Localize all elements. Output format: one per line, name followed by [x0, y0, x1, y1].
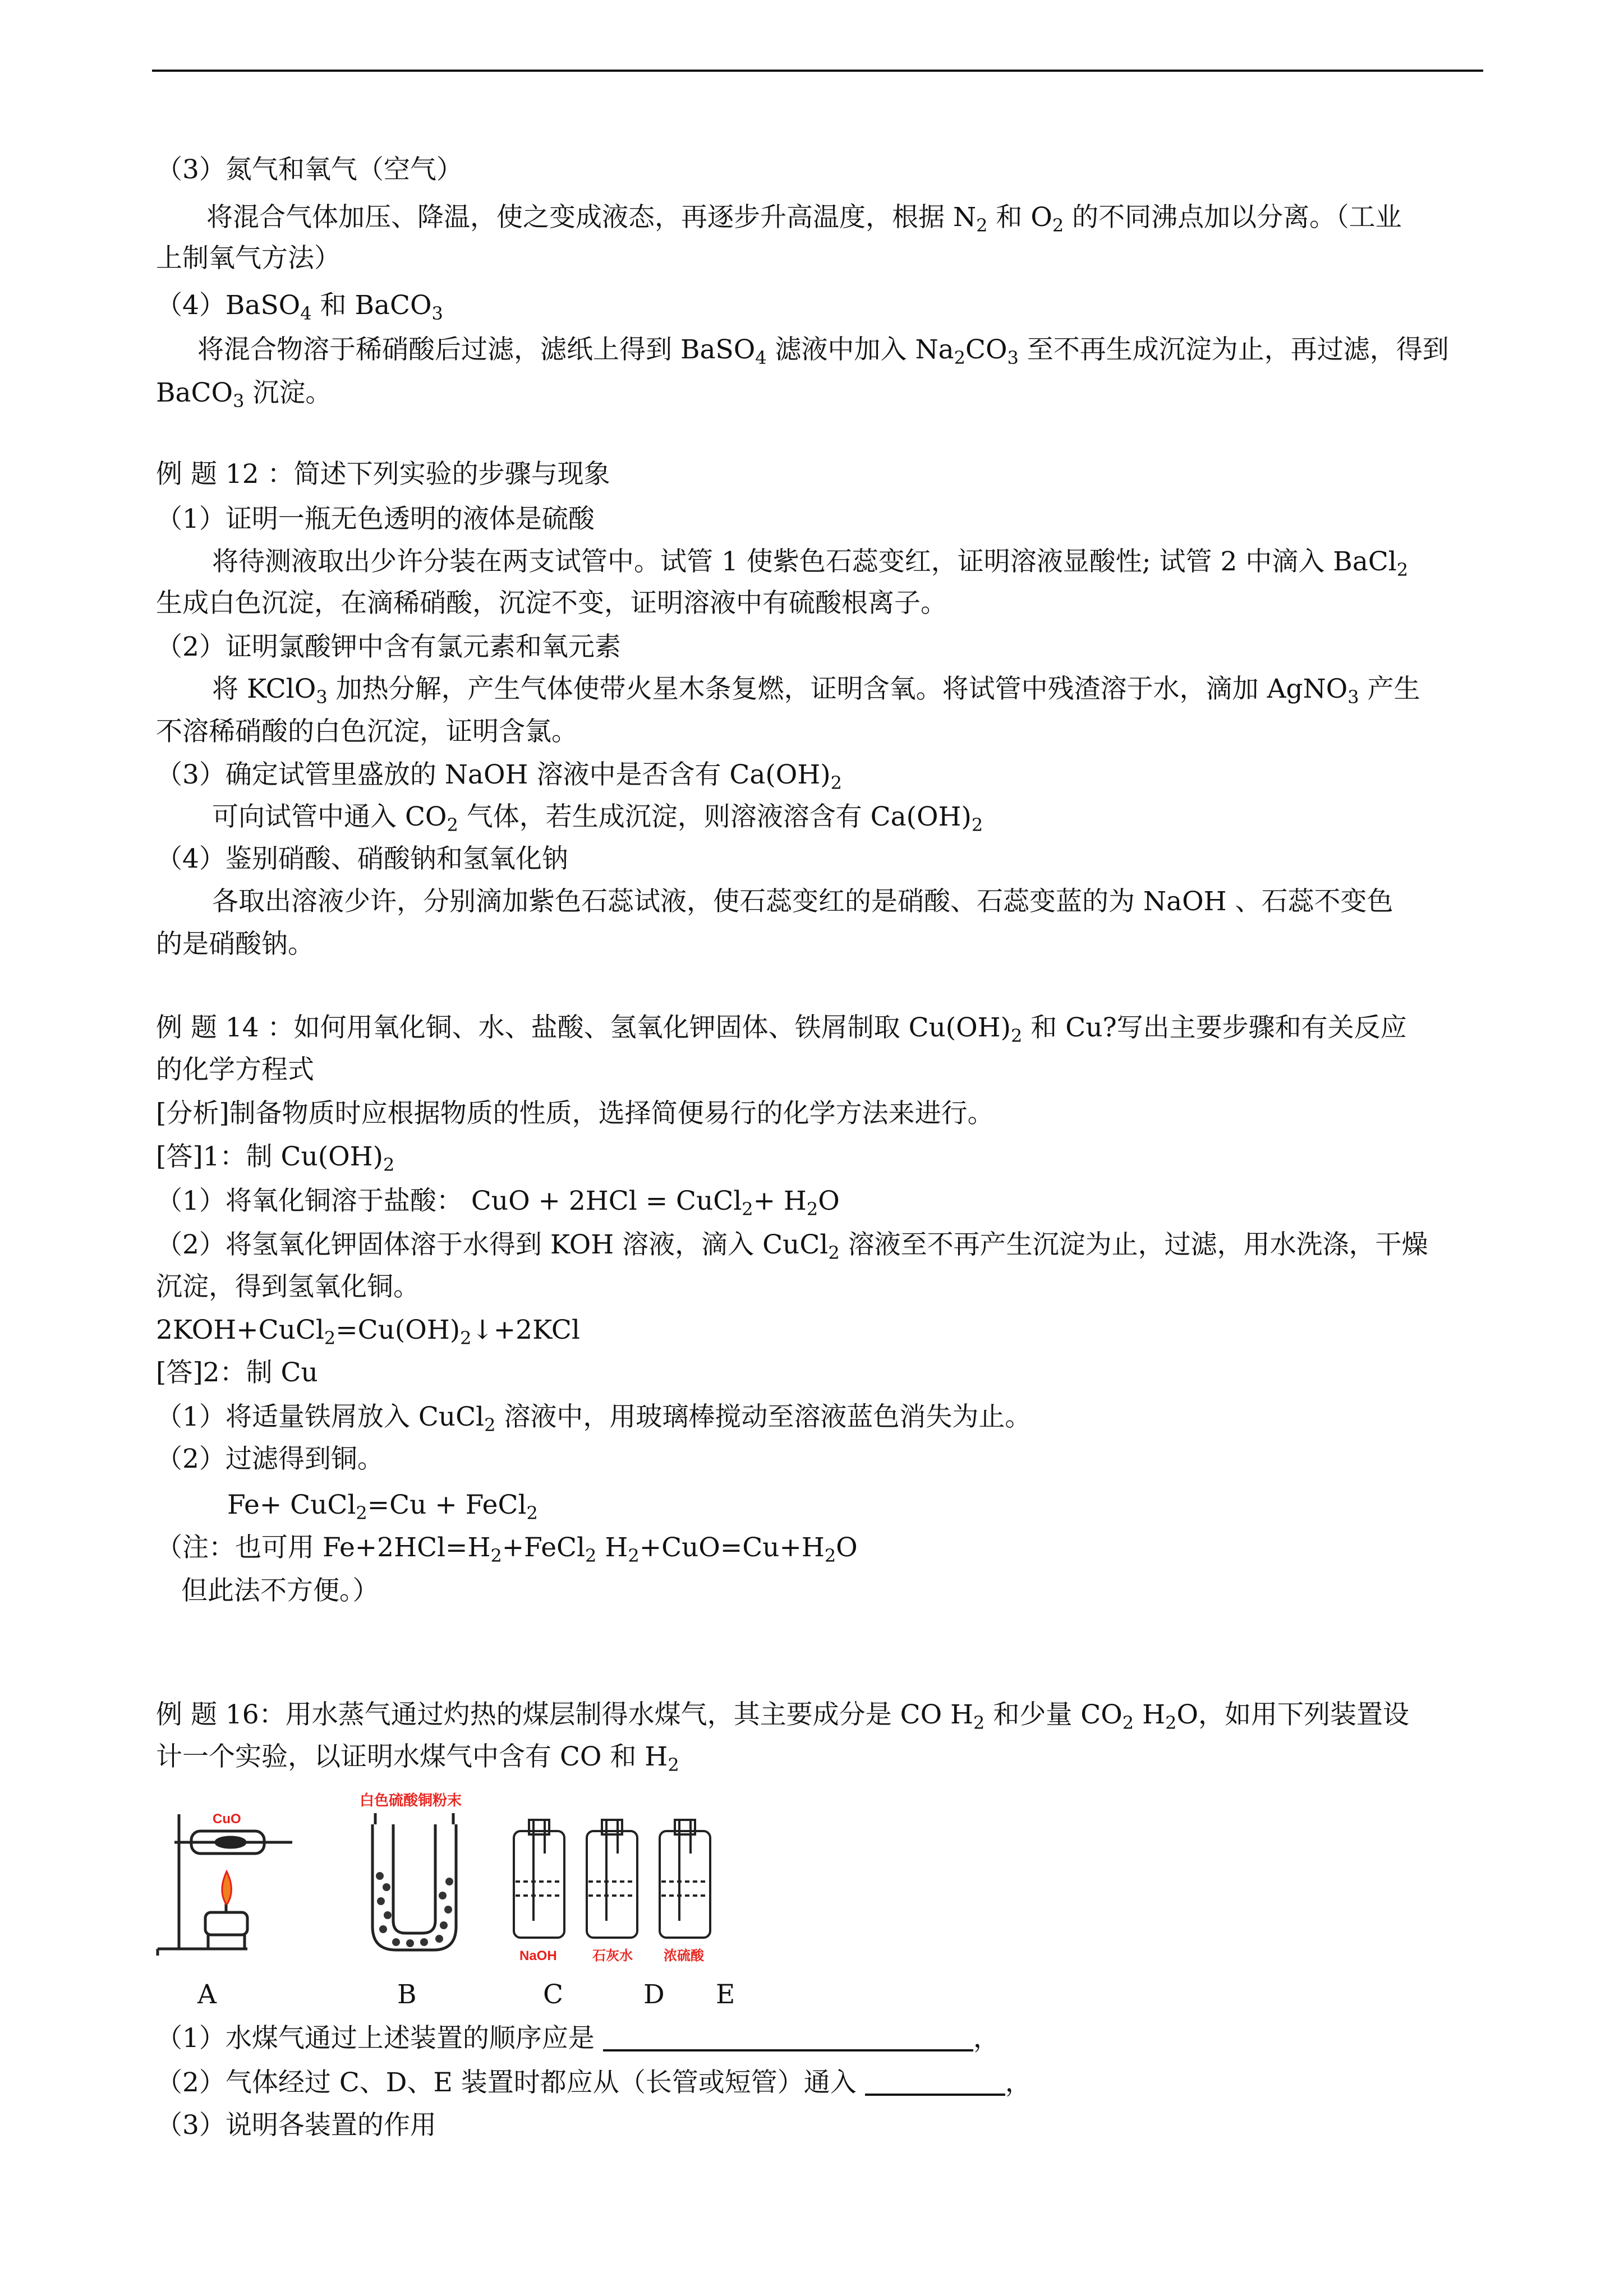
answer-blank-order[interactable]: [603, 2023, 973, 2051]
item-3-text: 将混合气体加压、降温，使之变成液态，再逐步升高温度，根据 $N_2$ 和 $O_2$ 的不同沸点加以分离。（工业: [206, 202, 1402, 236]
apparatus-b-granules: [376, 1872, 453, 1947]
ex12-a3: 可向试管中通入 $CO_2$ 气体，若生成沉淀，则溶液溶含有 $Ca(OH)_2$: [212, 801, 983, 836]
example-12-title: 例 题 12 ：简述下列实验的步骤与现象: [156, 459, 610, 490]
ex12-a4: 各取出溶液少许，分别滴加紫色石蕊试液，使石蕊变红的是硝酸、石蕊变蓝的为 NaOH 、石蕊不变色: [212, 886, 1393, 917]
example-16-title: 例 题 16：用水蒸气通过灼热的煤层制得水煤气，其主要成分是 CO $H_2$ 和少量 $CO_2$ $H_2O$，如用下列装置设: [156, 1699, 1409, 1733]
ex14-answer-1: [答]1：制 $Cu(OH)_2$: [156, 1141, 395, 1175]
ex12-a2-cont: 不溶稀硝酸的白色沉淀，证明含氯。: [156, 716, 578, 747]
ex12-q1: （1）证明一瓶无色透明的液体是硫酸: [156, 504, 595, 534]
ex14-step-2: （2）将氢氧化钾固体溶于水得到 KOH 溶液，滴入 CuCl$_2$ 溶液至不再产生沉淀为止，过滤，用水洗涤，干燥: [156, 1229, 1428, 1264]
ex14-analysis: [分析]制备物质时应根据物质的性质，选择简便易行的化学方法来进行。: [156, 1098, 994, 1129]
apparatus-c: [514, 1820, 564, 1938]
item-4-text-cont: BaCO$_3$ 沉淀。: [156, 377, 332, 412]
ex12-a1: 将待测液取出少许分装在两支试管中。试管 1 使紫色石蕊变红，证明溶液显酸性; 试管 2 中滴入 BaCl$_2$: [212, 546, 1409, 580]
ex14-step-1: （1）将氧化铜溶于盐酸： CuO + 2HCl = CuCl$_2$+ $H_2O$: [156, 1186, 840, 1220]
fig-b-label: 白色硫酸铜粉末: [360, 1792, 462, 1809]
item-3-heading: （3）氮气和氧气（空气）: [156, 154, 463, 185]
ex14-note-cont: 但此法不方便。）: [181, 1575, 379, 1606]
ex14-equation-2: Fe+ CuCl$_2$=Cu + FeCl$_2$: [227, 1490, 538, 1524]
item-4-text: 将混合物溶于稀硝酸后过滤，滤纸上得到 BaSO$_4$ 滤液中加入 $Na_2CO_3$ 至不再生成沉淀为止，再过滤，得到: [197, 334, 1449, 368]
ex14-step-2-2: （2）过滤得到铜。: [156, 1444, 384, 1474]
ex16-q1: （1）水煤气通过上述装置的顺序应是 ，: [156, 2023, 1000, 2054]
ex12-a2: 将 KClO$_3$ 加热分解，产生气体使带火星木条复燃，证明含氧。将试管中残渣溶于水，滴加 AgNO$_3$ 产生: [212, 674, 1420, 708]
fig-conc-acid-label: 浓硫酸: [664, 1948, 704, 1963]
ex12-q2: （2）证明氯酸钾中含有氯元素和氧元素: [156, 631, 621, 662]
apparatus-d: [587, 1820, 637, 1938]
fig-label-c: C: [543, 1979, 563, 2010]
ex16-q2: （2）气体经过 C、D、E 装置时都应从（长管或短管）通入 ，: [156, 2067, 1032, 2098]
ex12-a1-cont: 生成白色沉淀，在滴稀硝酸，沉淀不变，证明溶液中有硫酸根离子。: [156, 588, 947, 619]
apparatus-e: [660, 1820, 710, 1938]
fig-label-a: A: [197, 1979, 217, 2010]
fig-label-b: B: [397, 1979, 417, 2010]
answer-blank-tube[interactable]: [865, 2068, 1005, 2096]
ex14-step-2-cont: 沉淀，得到氢氧化铜。: [156, 1271, 420, 1302]
example-14-title: 例 题 14 ：如何用氧化铜、水、盐酸、氢氧化钾固体、铁屑制取 $Cu(OH)_2$ 和 Cu?写出主要步骤和有关反应: [156, 1012, 1407, 1046]
ex14-step-2-1: （1）将适量铁屑放入 CuCl$_2$ 溶液中，用玻璃棒搅动至溶液蓝色消失为止。: [156, 1401, 1032, 1436]
burner-flame-icon: [222, 1871, 232, 1904]
example-14-title-cont: 的化学方程式: [156, 1054, 314, 1085]
fig-label-e: E: [716, 1979, 735, 2010]
ex16-q3: （3）说明各装置的作用: [156, 2110, 436, 2141]
ex12-a4-cont: 的是硝酸钠。: [156, 929, 314, 960]
header-rule: [152, 70, 1483, 72]
fig-naoh-label: NaOH: [519, 1948, 557, 1963]
fig-lime-water-label: 石灰水: [592, 1948, 633, 1963]
item-4-heading: （4）BaSO$_4$ 和 BaCO$_3$: [156, 290, 443, 324]
ex12-q3: （3）确定试管里盛放的 NaOH 溶液中是否含有 $Ca(OH)_2$: [156, 759, 842, 794]
ex14-note: （注：也可用 $Fe+2HCl=H_2+FeCl_2$ $H_2+CuO=Cu+H_2O$: [156, 1532, 858, 1566]
ex14-answer-2: [答]2：制 Cu: [156, 1357, 318, 1388]
item-3-text-cont: 上制氧气方法）: [156, 243, 341, 274]
fig-cuo-label: CuO: [213, 1811, 241, 1827]
apparatus-figure: [152, 1792, 825, 1971]
ex12-q4: （4）鉴别硝酸、硝酸钠和氢氧化钠: [156, 843, 568, 874]
example-16-title-cont: 计一个实验，以证明水煤气中含有 CO 和 $H_2$: [156, 1741, 679, 1776]
ex14-equation-1: $2KOH+CuCl_2=Cu(OH)_2↓+2KCl$: [156, 1315, 580, 1349]
fig-label-d: D: [643, 1979, 665, 2010]
